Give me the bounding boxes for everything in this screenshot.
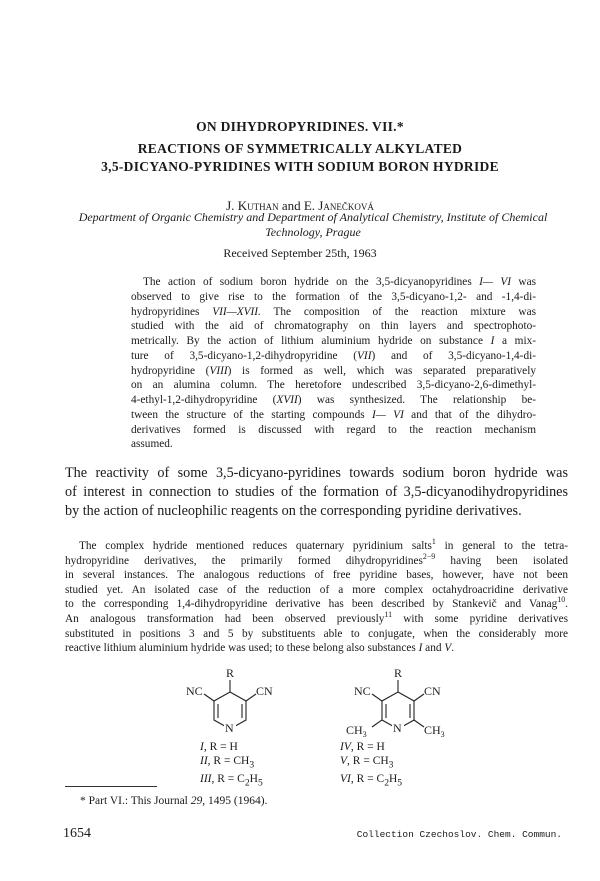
cn-label: CN bbox=[424, 684, 441, 698]
compound-entry: VI, $R = C_2H_5$ bbox=[340, 773, 403, 789]
abstract-line: hydropyridines VII—XVII. The composition of the reaction mixture was bbox=[131, 305, 537, 318]
intro-line: of interest in connection to studies of the formation of 3,5-dicyanodihydropyridines bbox=[65, 484, 568, 500]
compound-entry: IV, R = H bbox=[340, 741, 385, 753]
page-number: 1654 bbox=[63, 826, 91, 841]
received-date: Received September 25th, 1963 bbox=[223, 246, 377, 260]
author-surname: Kuthan bbox=[237, 198, 279, 213]
abstract-line: ture of 3,5-dicyano-1,2-dihydropyridine (VII) and of 3,5-dicyano-1,4-di- bbox=[131, 349, 536, 362]
footnote-divider bbox=[65, 786, 157, 787]
title-line: 3,5-DICYANO-PYRIDINES WITH SODIUM BORON HYDRIDE bbox=[101, 159, 499, 174]
body-line: An analogous transformation had been observed previously$^{11}$ with some pyridine derivatives bbox=[65, 610, 568, 625]
body-line: studied yet. An isolated case of the reduction of a more complex octahydroacridine derivative bbox=[65, 583, 568, 596]
body-line: in several instances. The analogous reductions of free pyridine bases, however, have not been bbox=[65, 569, 568, 582]
body-line: substituted in positions 3 and 5 by substituents able to conjugate, when the considerably more bbox=[65, 627, 568, 640]
intro-line: by the action of nucleophilic reagents on the corresponding pyridine derivatives. bbox=[65, 503, 522, 519]
r-label: R bbox=[226, 666, 235, 680]
affiliation: Department of Organic Chemistry and Department of Analytical Chemistry, Institute of Chemical Technology, Prague bbox=[78, 210, 548, 239]
abstract-line: on an alumina column. The heretofore undescribed 3,5-dicyano-2,6-dimethyl- bbox=[131, 379, 536, 392]
compound-list-right bbox=[340, 740, 402, 791]
nc-label: NC bbox=[186, 684, 203, 698]
body-line: to the corresponding 1,4-dihydropyridine derivative has been described by Stankevič and Vanag$^{10}$. bbox=[65, 595, 568, 611]
article-title bbox=[0, 140, 600, 176]
methyl-label: $CH_3$ bbox=[346, 723, 367, 739]
compound-list-left bbox=[200, 740, 263, 791]
r-label: R bbox=[394, 666, 403, 680]
compound-entry: I, R = H bbox=[200, 741, 238, 753]
abstract bbox=[131, 275, 536, 452]
running-footer: Collection Czechoslov. Chem. Commun. bbox=[356, 829, 562, 840]
author-surname: Janečková bbox=[318, 198, 374, 213]
compound-entry: V, $R = CH_3$ bbox=[340, 755, 394, 771]
series-title: ON DIHYDROPYRIDINES. VII.* bbox=[196, 119, 404, 134]
intro-paragraph bbox=[65, 464, 568, 521]
abstract-line: derivatives formed is discussed with regard to the reaction mechanism bbox=[131, 423, 536, 436]
cn-label: CN bbox=[256, 684, 273, 698]
abstract-line: hydropyridine (VIII) is formed as well, which was separated preparatively bbox=[131, 364, 536, 377]
abstract-line: metrically. By the action of lithium aluminium hydride on substance I a mix- bbox=[131, 335, 537, 347]
methyl-label: $CH_3$ bbox=[424, 723, 445, 739]
abstract-line: assumed. bbox=[131, 438, 173, 451]
intro-line: The reactivity of some 3,5-dicyano-pyridines towards sodium boron hydride was bbox=[65, 465, 568, 481]
compound-entry: II, $R = CH_3$ bbox=[200, 755, 255, 771]
authors: J. Kuthan and E. Janečková bbox=[226, 198, 374, 213]
n-label: N bbox=[225, 721, 234, 735]
footnote: * Part VI.: This Journal 29, 1495 (1964). bbox=[80, 795, 268, 807]
abstract-line: tween the structure of the starting compounds I— VI and that of the dihydro- bbox=[131, 408, 536, 421]
body-line: hydropyridine derivatives, the primarily formed dihydropyridines$^{2-9}$ having been isolated bbox=[65, 551, 568, 567]
body-line: The complex hydride mentioned reduces quaternary pyridinium salts$^1$ in general to the tetra- bbox=[79, 537, 568, 552]
abstract-line: 4-ethyl-1,2-dihydropyridine (XVII) was synthesized. The relationship be- bbox=[131, 394, 536, 406]
compound-entry: III, $R = C_2H_5$ bbox=[200, 773, 263, 789]
abstract-line: observed to give rise to the formation of the 3,5-dicyano-1,2- and -1,4-di- bbox=[131, 290, 536, 303]
abstract-line: The action of sodium boron hydride on the 3,5-dicyanopyridines I— VI was bbox=[143, 276, 536, 288]
nc-label: NC bbox=[354, 684, 371, 698]
abstract-line: studied with the aid of chromatography on thin layers and spectrophoto- bbox=[131, 320, 536, 333]
body-line: reactive lithium aluminium hydride was used; to these belong also substances I and V. bbox=[65, 642, 455, 655]
title-line: REACTIONS OF SYMMETRICALLY ALKYLATED bbox=[137, 141, 463, 156]
body-paragraph bbox=[65, 539, 568, 656]
structural-formulas bbox=[150, 662, 470, 782]
n-label: N bbox=[393, 721, 402, 735]
